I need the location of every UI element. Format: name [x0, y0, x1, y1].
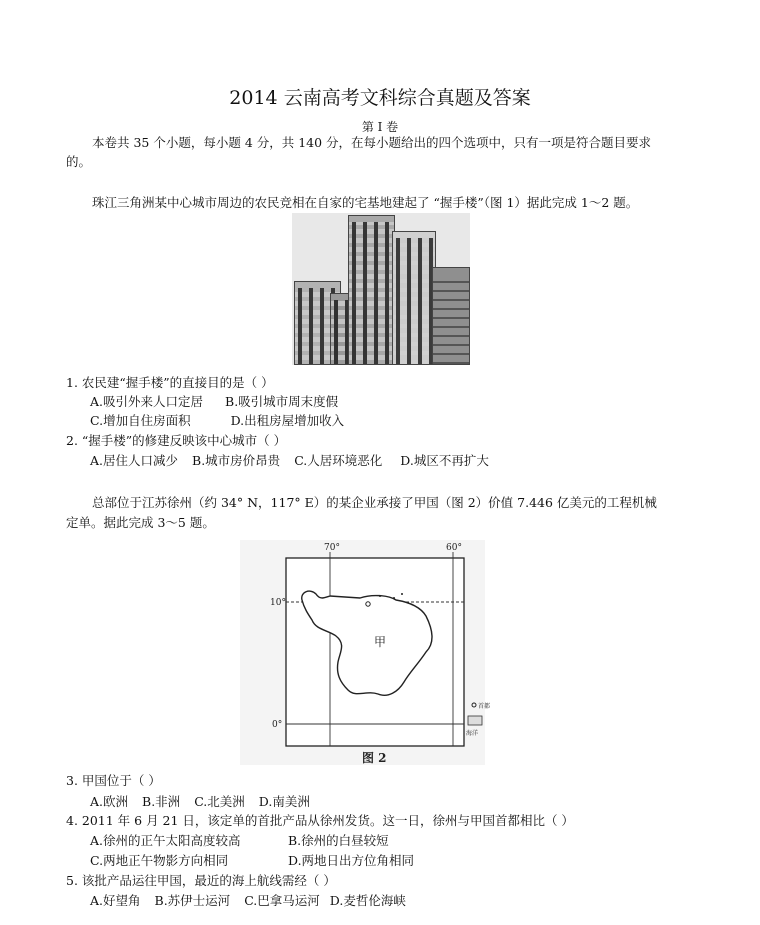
question-1-options-row-2: [90, 412, 344, 430]
option-b[interactable]: B.徐州的白昼较短: [288, 833, 389, 848]
page-title: 2014 云南高考文科综合真题及答案: [229, 87, 531, 109]
figure-2-map: [240, 540, 491, 765]
question-3-options: [90, 793, 310, 811]
passage-2-line-1: 总部位于江苏徐州（约 34° N，117° E）的某企业承接了甲国（图 2）价值 7.446 亿美元的工程机械: [92, 495, 657, 510]
question-4-options-row-2: [90, 852, 414, 870]
passage-2-line-2: 定单。据此完成 3～5 题。: [66, 515, 215, 530]
legend-capital-label: 首都: [478, 703, 491, 710]
option-b[interactable]: B.非洲: [142, 794, 181, 809]
question-4-options-row-1: [90, 832, 389, 850]
option-c[interactable]: C.增加自住房面积: [90, 413, 191, 428]
question-2-options: [90, 452, 489, 470]
instructions-line-2: 的。: [66, 154, 92, 169]
building: [392, 231, 436, 365]
longitude-label-70: 70°: [324, 543, 340, 553]
option-a[interactable]: A.徐州的正午太阳高度较高: [90, 833, 241, 848]
option-b[interactable]: B.苏伊士运河: [154, 893, 231, 908]
option-a[interactable]: A.吸引外来人口定居: [90, 394, 204, 409]
country-label: 甲: [374, 635, 387, 649]
passage-1: 珠江三角洲某中心城市周边的农民竞相在自家的宅基地建起了 “握手楼”（图 1）据此完成 1～2 题。: [92, 195, 639, 210]
option-d[interactable]: D.麦哲伦海峡: [329, 893, 406, 908]
option-c[interactable]: C.人居环境恶化: [294, 453, 383, 468]
latitude-label-0: 0°: [272, 720, 283, 730]
section-heading: 第 I 卷: [361, 120, 399, 134]
latitude-label-10: 10°: [270, 598, 286, 608]
figure-2-caption: 图 2: [362, 751, 387, 765]
question-2-stem: 2. “握手楼”的修建反映该中心城市（ ）: [66, 433, 287, 448]
question-5-options: [90, 892, 406, 910]
option-a[interactable]: A.好望角: [90, 893, 141, 908]
option-b[interactable]: B.吸引城市周末度假: [225, 394, 339, 409]
option-d[interactable]: D.城区不再扩大: [400, 453, 489, 468]
question-5-stem: 5. 该批产品运往甲国，最近的海上航线需经（ ）: [66, 873, 336, 888]
option-c[interactable]: C.两地正午物影方向相同: [90, 853, 229, 868]
option-a[interactable]: A.居住人口减少: [90, 453, 179, 468]
question-3-stem: 3. 甲国位于（ ）: [66, 773, 161, 788]
option-c[interactable]: C.北美洲: [194, 794, 245, 809]
question-1-options-row-1: [90, 393, 338, 411]
option-a[interactable]: A.欧洲: [90, 794, 129, 809]
instructions-line-1: 本卷共 35 个小题，每小题 4 分，共 140 分，在每小题给出的四个选项中，只有一项是符合题目要求: [92, 135, 652, 150]
option-c[interactable]: C.巴拿马运河: [244, 893, 320, 908]
option-d[interactable]: D.南美洲: [258, 794, 310, 809]
island: [379, 595, 381, 597]
option-d[interactable]: D.出租房屋增加收入: [230, 413, 345, 428]
building: [348, 215, 395, 365]
island: [393, 597, 395, 599]
option-d[interactable]: D.两地日出方位角相同: [288, 853, 415, 868]
legend-ocean-label: 海洋: [466, 730, 479, 737]
question-4-stem: 4. 2011 年 6 月 21 日，该定单的首批产品从徐州发货。这一日，徐州与甲国首都相比（ ）: [66, 813, 574, 828]
figure-1-building-photo: [292, 213, 470, 365]
legend-ocean-swatch: [468, 716, 482, 725]
option-b[interactable]: B.城市房价昂贵: [192, 453, 281, 468]
island: [401, 593, 403, 595]
question-1-stem: 1. 农民建“握手楼”的直接目的是（ ）: [66, 375, 274, 390]
building: [432, 267, 470, 365]
longitude-label-60: 60°: [446, 543, 462, 553]
